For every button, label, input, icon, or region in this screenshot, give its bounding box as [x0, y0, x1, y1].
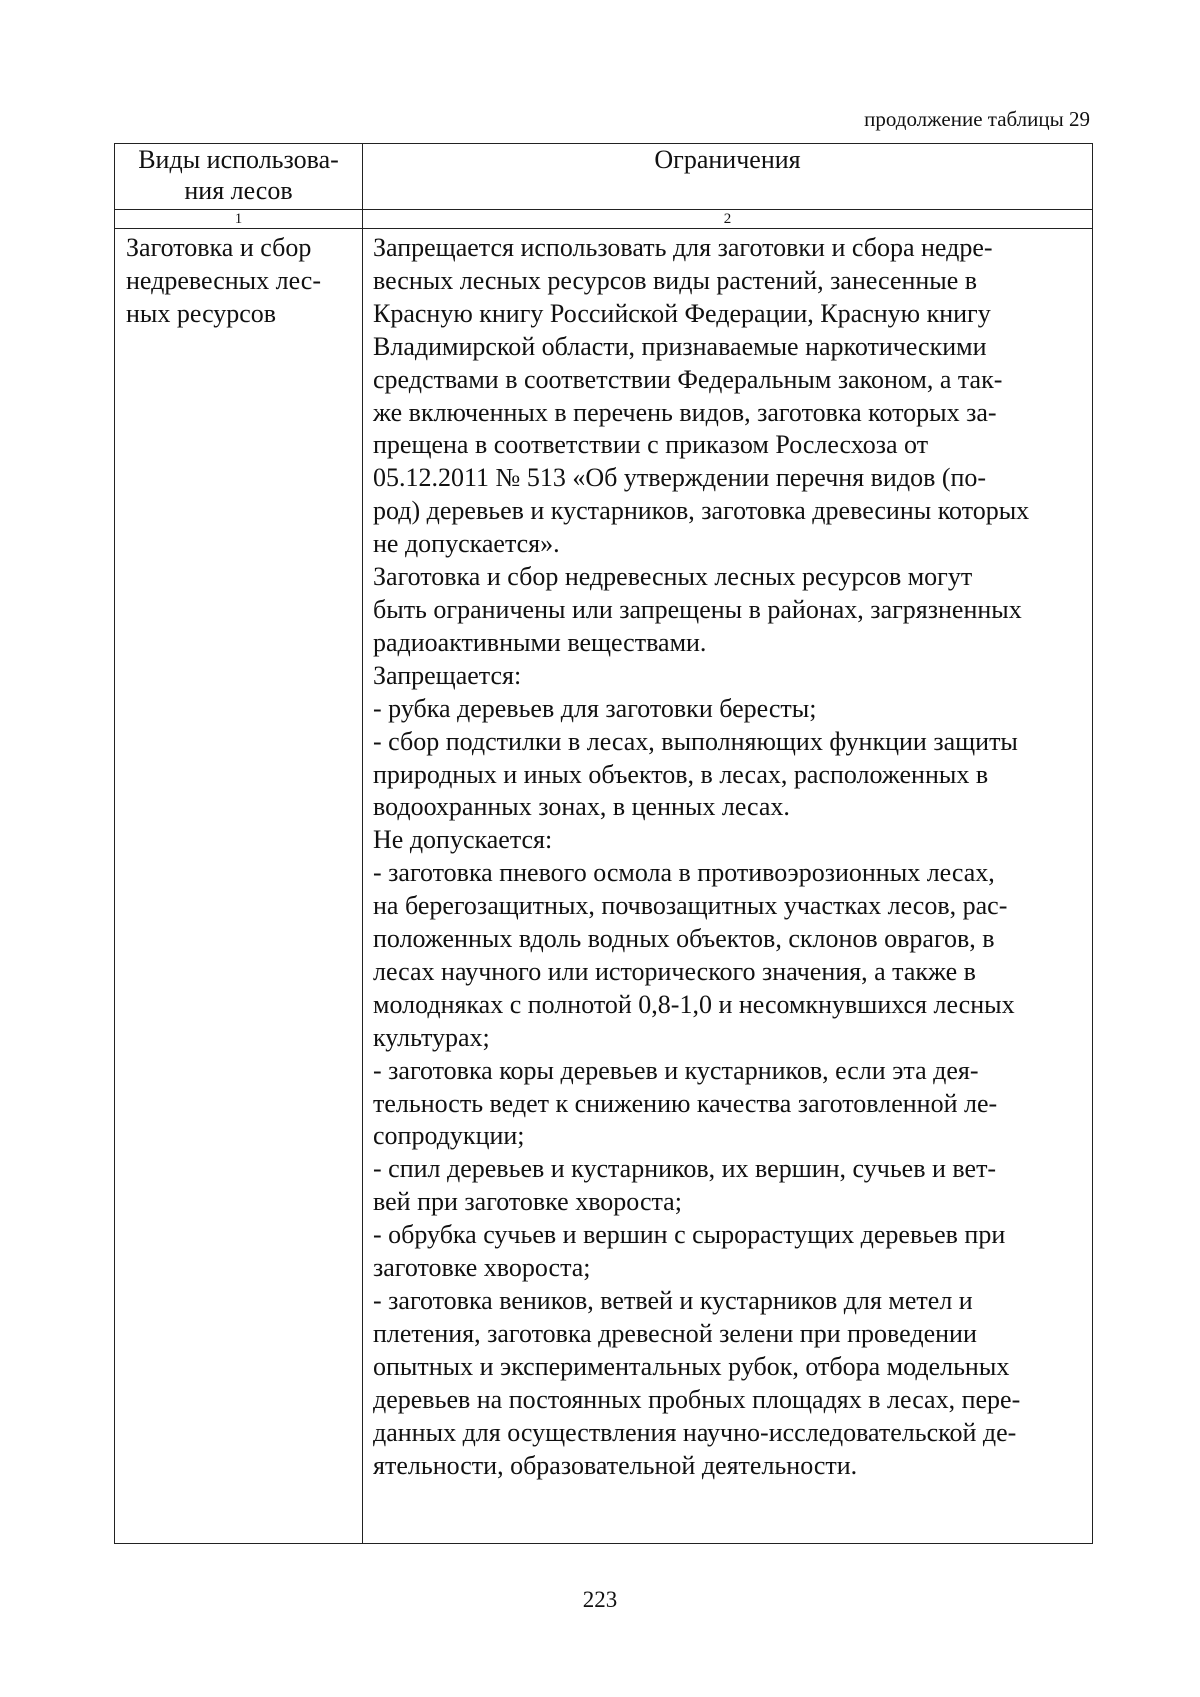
table-header-row [115, 144, 1093, 210]
text-line: - заготовка коры деревьев и кустарников, если эта дея- [373, 1055, 979, 1085]
forest-use-type-cell [115, 229, 363, 1544]
text-line: ятельности, образовательной деятельности. [373, 1450, 858, 1480]
text-line: культурах; [373, 1022, 490, 1052]
page-number: 223 [582, 1587, 618, 1612]
text-line: опытных и экспериментальных рубок, отбора модельных [373, 1351, 1010, 1381]
column-number-2: 2 [363, 210, 1093, 229]
restrictions-table [114, 143, 1093, 1544]
text-line: быть ограничены или запрещены в районах, загрязненных [373, 594, 1022, 624]
restrictions-cell [363, 229, 1093, 1544]
text-line: Заготовка и сбор недревесных лесных ресурсов могут [373, 562, 973, 592]
text-line: Запрещается: [373, 660, 522, 690]
text-line: - сбор подстилки в лесах, выполняющих функции защиты [373, 726, 1018, 756]
text-line: водоохранных зонах, в ценных лесах. [373, 792, 790, 822]
column-number-1: 1 [115, 210, 363, 229]
text-line: - рубка деревьев для заготовки бересты; [373, 693, 817, 723]
text-line: Не допускается: [373, 825, 553, 855]
header-cell-restrictions: Ограничения [363, 144, 1093, 210]
text-line: вей при заготовке хвороста; [373, 1187, 682, 1217]
text-line: недревесных лес- [126, 265, 321, 295]
text-line: Владимирской области, признаваемые наркотическими [373, 331, 987, 361]
text-line: на берегозащитных, почвозащитных участках лесов, рас- [373, 891, 1008, 921]
text-line: же включенных в перечень видов, заготовка которых за- [373, 397, 997, 427]
text-line: плетения, заготовка древесной зелени при проведении [373, 1318, 977, 1348]
text-line: средствами в соответствии Федеральным законом, а так- [373, 364, 1003, 394]
text-line: род) деревьев и кустарников, заготовка древесины которых [373, 496, 1030, 526]
column-number-row [115, 210, 1093, 229]
text-line: положенных вдоль водных объектов, склонов оврагов, в [373, 924, 995, 954]
text-line: - заготовка веников, ветвей и кустарников для метел и [373, 1286, 973, 1315]
text-line: лесах научного или исторического значения, а также в [373, 956, 976, 986]
text-line: деревьев на постоянных пробных площадях в лесах, пере- [373, 1384, 1021, 1414]
text-line: - обрубка сучьев и вершин с сырорастущих деревьев при [373, 1220, 1006, 1250]
text-line: сопродукции; [373, 1121, 525, 1151]
table-row [115, 229, 1093, 1544]
text-line: тельность ведет к снижению качества заготовленной ле- [373, 1088, 998, 1118]
text-line: Красную книгу Российской Федерации, Красную книгу [373, 298, 991, 328]
text-line: природных и иных объектов, в лесах, расположенных в [373, 759, 989, 789]
text-line: радиоактивными веществами. [373, 627, 707, 657]
text-line: прещена в соответствии с приказом Рослесхоза от [373, 430, 929, 460]
text-line: ных ресурсов [126, 298, 277, 328]
table-continuation-caption: продолжение таблицы 29 [864, 107, 1090, 131]
text-line: - заготовка пневого осмола в противоэрозионных лесах, [373, 858, 995, 888]
text-line: Заготовка и сбор [126, 233, 312, 262]
text-line: данных для осуществления научно-исследовательской де- [373, 1417, 1017, 1447]
text-line: заготовке хвороста; [373, 1253, 591, 1283]
header-cell-forest-use-types [115, 144, 363, 210]
text-line: не допускается». [373, 529, 560, 559]
text-line: - спил деревьев и кустарников, их вершин, сучьев и вет- [373, 1154, 997, 1184]
header-text-line: ния лесов [184, 176, 293, 205]
header-text-line: Виды использова- [138, 145, 339, 174]
text-line: Запрещается использовать для заготовки и сбора недре- [373, 233, 993, 262]
text-line: 05.12.2011 № 513 «Об утверждении перечня видов (по- [373, 463, 987, 493]
text-line: молодняках с полнотой 0,8-1,0 и несомкнувшихся лесных [373, 989, 1015, 1019]
text-line: весных лесных ресурсов виды растений, занесенные в [373, 265, 978, 295]
